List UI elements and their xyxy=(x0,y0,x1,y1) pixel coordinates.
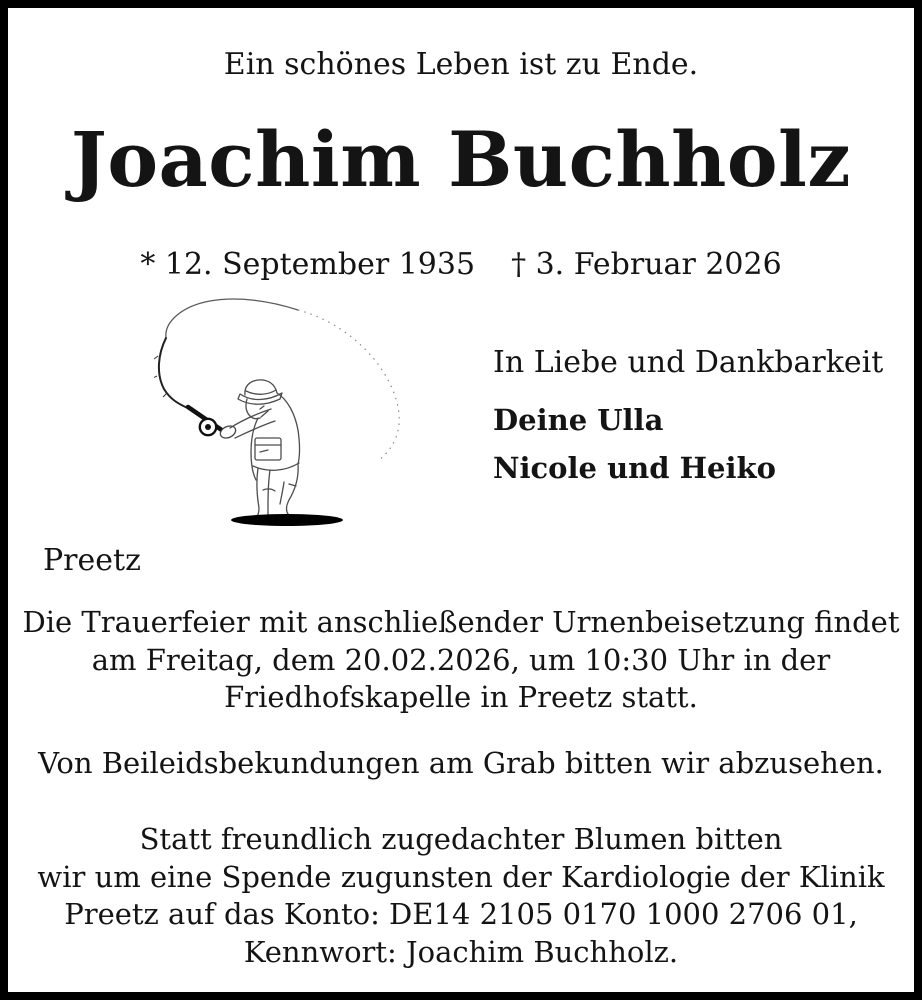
front-leg xyxy=(257,468,259,517)
death-date: † 3. Februar 2026 xyxy=(511,247,782,282)
funeral-line: am Freitag, dem 20.02.2026, um 10:30 Uhr in der xyxy=(91,642,831,677)
funeral-line: Die Trauerfeier mit anschließender Urnenbeisetzung findet xyxy=(22,605,900,639)
vest-pocket xyxy=(255,438,281,460)
life-dates xyxy=(8,247,914,282)
fisherman-svg xyxy=(154,294,414,534)
condolence-block xyxy=(493,346,883,501)
hat-band xyxy=(246,390,276,394)
fold-line xyxy=(263,489,275,491)
fishing-line-solid xyxy=(166,299,298,338)
opening-line: Ein schönes Leben ist zu Ende. xyxy=(223,47,699,82)
front-leg-inner xyxy=(268,470,270,506)
donation-line: Preetz auf das Konto: DE14 2105 0170 1000 2706 01, xyxy=(64,897,858,932)
condolence-intro: In Liebe und Dankbarkeit xyxy=(493,345,884,380)
mourner-name: Deine Ulla xyxy=(493,403,664,437)
deceased-name: Joachim Buchholz xyxy=(70,115,852,204)
donation-line: Kennwort: Joachim Buchholz. xyxy=(243,934,679,969)
donation-line: wir um eine Spende zugunsten der Kardiologie der Klinik xyxy=(37,859,885,894)
funeral-details xyxy=(8,604,914,717)
fold-line xyxy=(260,450,268,452)
jacket-hem xyxy=(253,463,299,470)
mourner-name: Nicole und Heiko xyxy=(493,450,776,485)
birth-date: * 12. September 1935 xyxy=(140,247,476,282)
jaw-line xyxy=(260,406,264,409)
funeral-line: Friedhofskapelle in Preetz statt. xyxy=(224,680,698,715)
fisherman-illustration xyxy=(154,294,414,534)
ground-shadow xyxy=(231,514,343,526)
condolence-note: Von Beileidsbekundungen am Grab bitten wir abzusehen. xyxy=(38,746,884,780)
back-leg xyxy=(287,464,299,514)
donation-request xyxy=(8,821,914,971)
back-leg-inner xyxy=(280,482,284,504)
fishing-rod-tip xyxy=(159,338,190,409)
fishing-line-dotted xyxy=(298,310,399,461)
donation-line: Statt freundlich zugedachter Blumen bitten xyxy=(139,822,783,856)
fishing-reel xyxy=(200,419,216,435)
city-label: Preetz xyxy=(43,543,141,578)
knee-crease xyxy=(289,484,296,486)
fisherman-figure xyxy=(230,380,300,524)
